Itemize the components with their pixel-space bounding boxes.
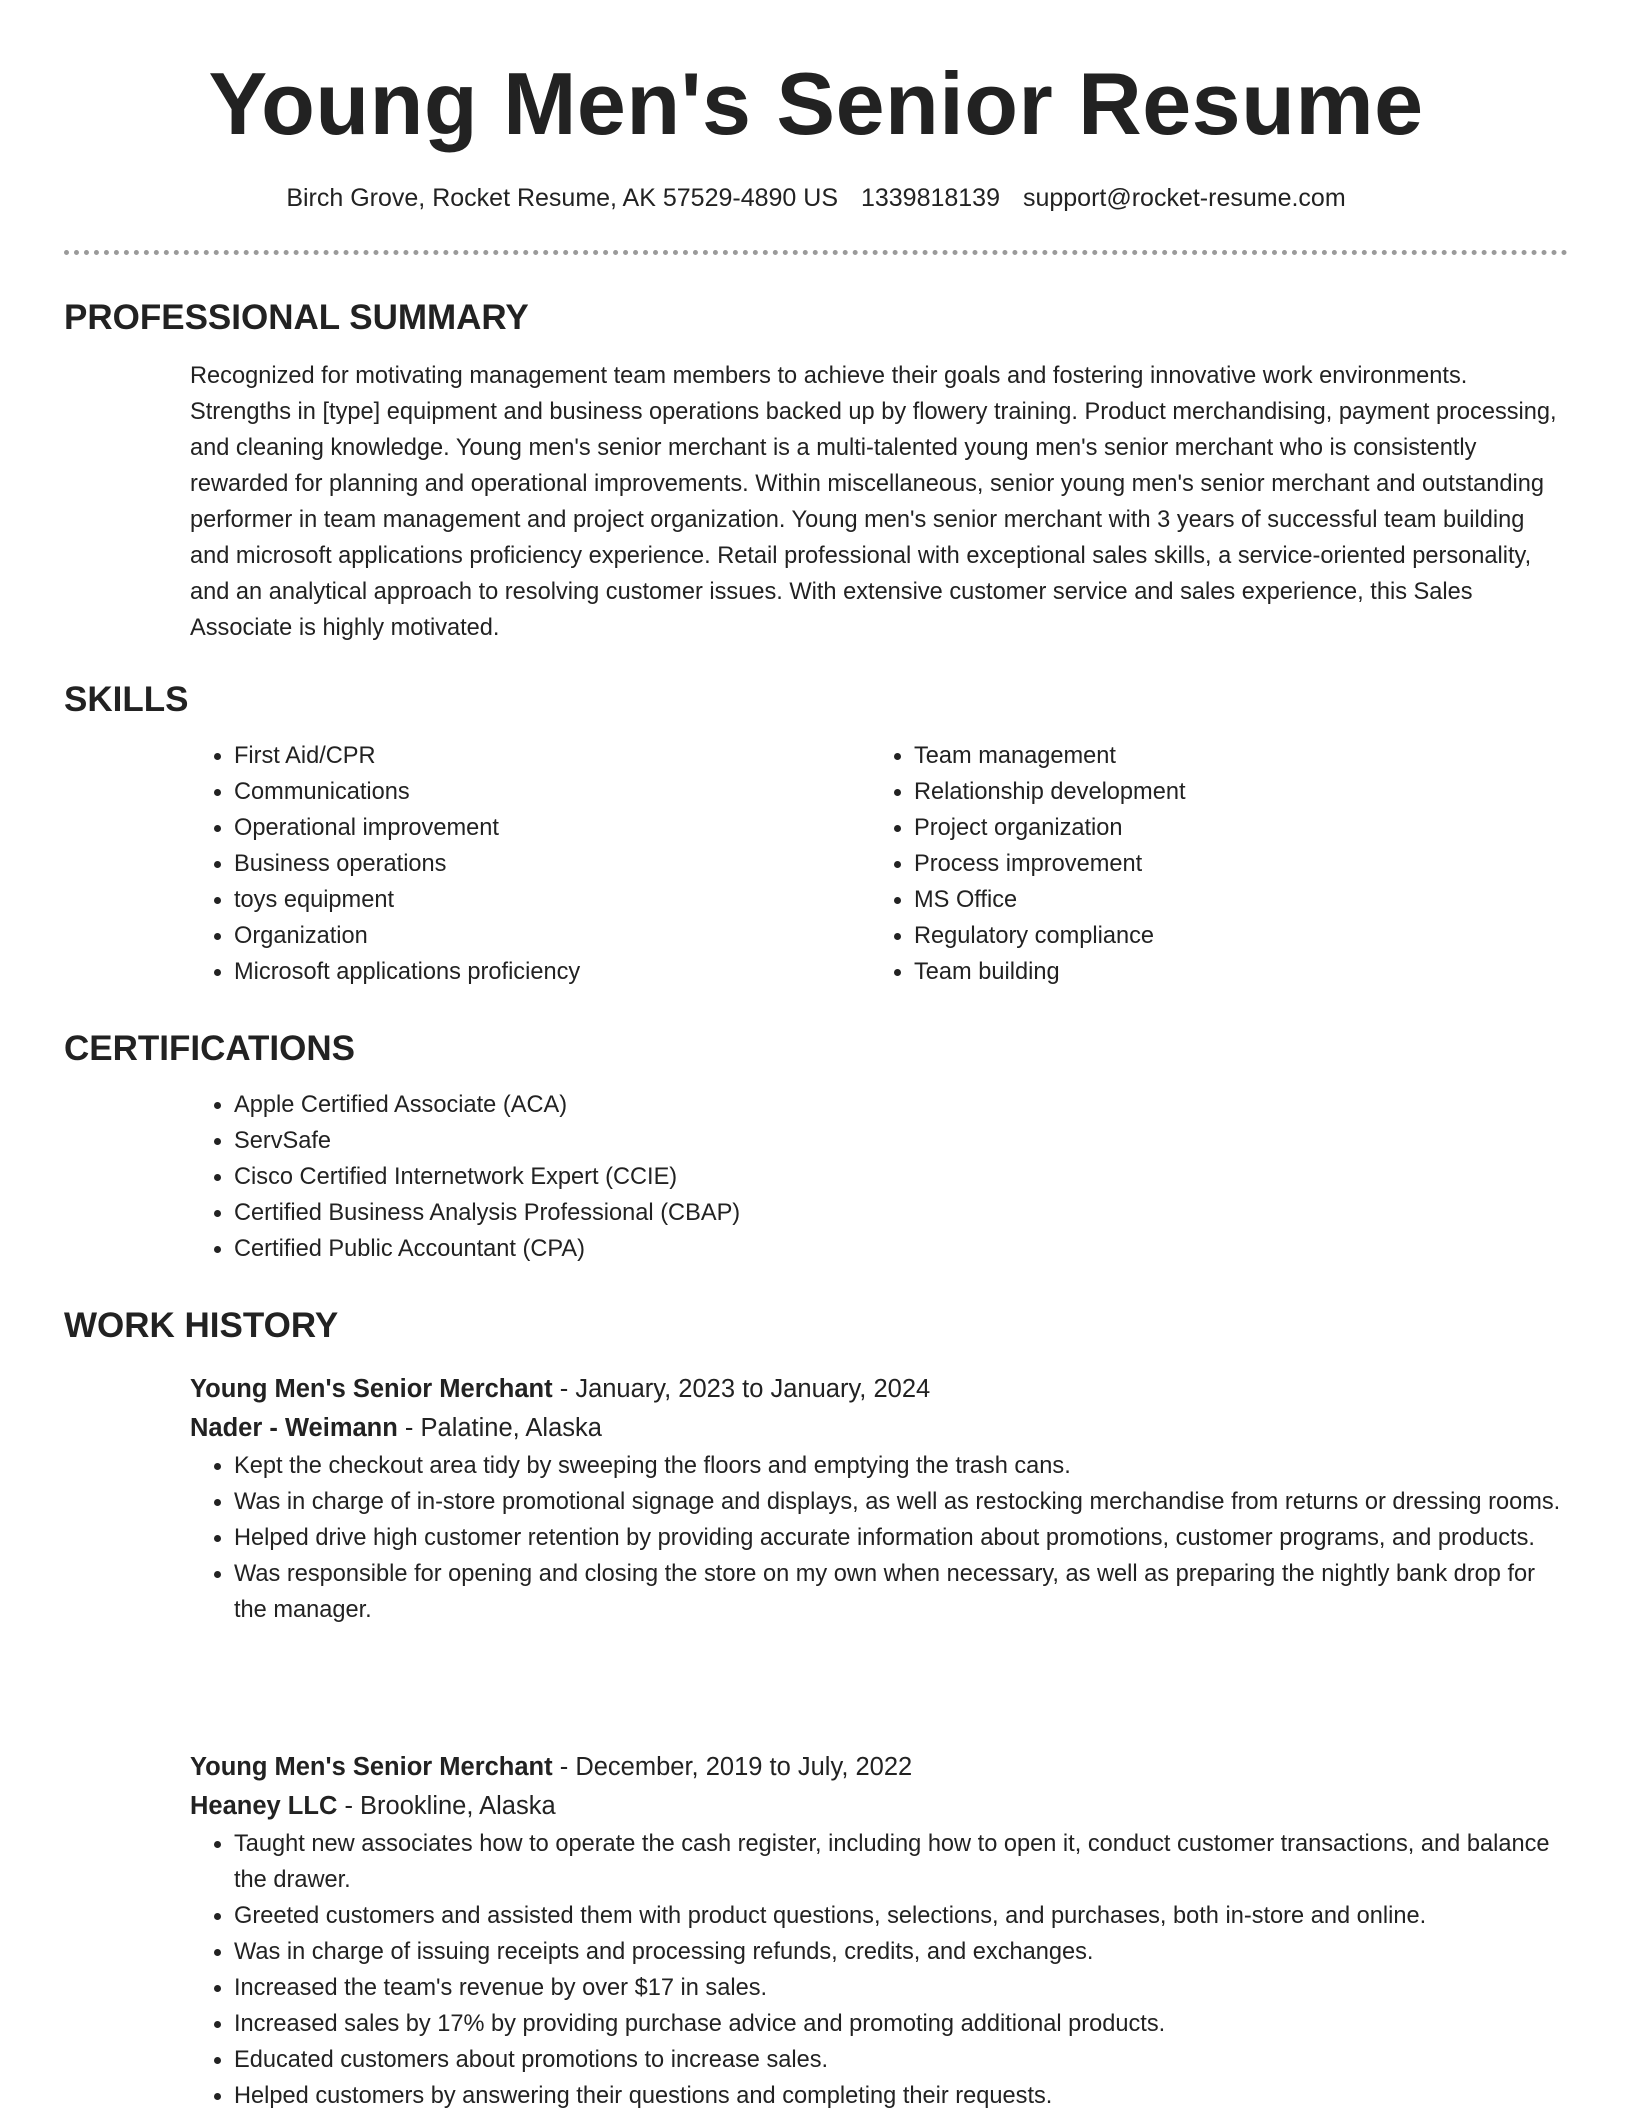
work-history-section [64, 1304, 1568, 1348]
job-role: Young Men's Senior Merchant [190, 1375, 553, 1403]
contact-email: support@rocket-resume.com [1022, 184, 1346, 212]
job-duty: • Helped customers by answering their questions and completing their requests. [234, 2078, 1568, 2114]
job-details [190, 1370, 1568, 1628]
job-details [190, 1748, 1568, 2114]
certifications-list-wrap [190, 1087, 1568, 1267]
skill-item: • Microsoft applications proficiency [234, 954, 870, 990]
header-divider [64, 250, 1568, 255]
job-title-line: Young Men's Senior Merchant - December, 2019 to July, 2022 [190, 1753, 913, 1781]
skills-left-list [190, 738, 870, 990]
certifications-title: CERTIFICATIONS [64, 1029, 356, 1068]
job-company-line: Heaney LLC - Brookline, Alaska [190, 1792, 556, 1820]
job-dates: December, 2019 to July, 2022 [575, 1753, 913, 1781]
skills-title: SKILLS [64, 680, 189, 719]
skill-item: • Communications [234, 774, 870, 810]
certification-item: • Certified Public Accountant (CPA) [234, 1231, 1568, 1267]
job-duty: • Greeted customers and assisted them with product questions, selections, and purchases, both in-store and online. [234, 1898, 1568, 1934]
summary-section [64, 296, 1568, 646]
job-title-line: Young Men's Senior Merchant - January, 2023 to January, 2024 [190, 1375, 931, 1403]
certification-item: • Certified Business Analysis Professional (CBAP) [234, 1195, 1568, 1231]
skills-columns [190, 738, 1568, 990]
skill-item: • Team building [914, 954, 1550, 990]
job-company-line: Nader - Weimann - Palatine, Alaska [190, 1414, 602, 1442]
skill-item: • Process improvement [914, 846, 1550, 882]
summary-text: Recognized for motivating management team members to achieve their goals and fostering innovative work environments. Strengths in [type] equipment and business operations backed up by flowery training. Product merchandising, payment processing, and cleaning knowledge. Young men's senior merchant is a multi-talented young men's senior merchant who is consistently rewarded for planning and operational improvements. Within miscellaneous, senior young men's senior merchant and outstanding performer in team management and project organization. Young men's senior merchant with 3 years of successful team building and microsoft applications proficiency experience. Retail professional with exceptional sales skills, a service-oriented personality, and an analytical approach to resolving customer issues. With extensive customer service and sales experience, this Sales Associate is highly motivated. [190, 363, 1557, 641]
skill-item: • toys equipment [234, 882, 870, 918]
job-duty: • Increased sales by 17% by providing purchase advice and promoting additional products. [234, 2006, 1568, 2042]
job-duty: • Taught new associates how to operate the cash register, including how to open it, conduct customer transactions, and balance the drawer. [234, 1826, 1568, 1898]
skills-right-list [870, 738, 1550, 990]
skill-item: • Operational improvement [234, 810, 870, 846]
skill-item: • Team management [914, 738, 1550, 774]
skills-right-column [870, 738, 1550, 990]
job-entry [64, 1370, 1568, 1628]
job-duty: • Was in charge of in-store promotional signage and displays, as well as restocking merchandise from returns or dressing rooms. [234, 1484, 1568, 1520]
contact-line [0, 180, 1632, 216]
job-duty: • Was in charge of issuing receipts and processing refunds, credits, and exchanges. [234, 1934, 1568, 1970]
resume-name: Young Men's Senior Resume [208, 54, 1424, 153]
job-entry [64, 1748, 1568, 2114]
skill-item: • Regulatory compliance [914, 918, 1550, 954]
skill-item: • Relationship development [914, 774, 1550, 810]
job-location: Palatine, Alaska [420, 1414, 602, 1442]
job-duty: • Increased the team's revenue by over $17 in sales. [234, 1970, 1568, 2006]
contact-address: Birch Grove, Rocket Resume, AK 57529-4890 US [286, 184, 838, 212]
certification-item: • ServSafe [234, 1123, 1568, 1159]
job-company: Nader - Weimann [190, 1414, 398, 1442]
skill-item: • Project organization [914, 810, 1550, 846]
skill-item: • First Aid/CPR [234, 738, 870, 774]
summary-title: PROFESSIONAL SUMMARY [64, 298, 529, 337]
job-location: Brookline, Alaska [360, 1792, 556, 1820]
certification-item: • Apple Certified Associate (ACA) [234, 1087, 1568, 1123]
skills-left-column [190, 738, 870, 990]
certification-item: • Cisco Certified Internetwork Expert (CCIE) [234, 1159, 1568, 1195]
certifications-list [190, 1087, 1568, 1267]
job-duty: • Kept the checkout area tidy by sweeping the floors and emptying the trash cans. [234, 1448, 1568, 1484]
job-duties-list [190, 1448, 1568, 1628]
work-history-title: WORK HISTORY [64, 1306, 339, 1345]
job-duty: • Was responsible for opening and closing the store on my own when necessary, as well as preparing the nightly bank drop for the manager. [234, 1556, 1568, 1628]
skill-item: • Business operations [234, 846, 870, 882]
job-duty: • Educated customers about promotions to increase sales. [234, 2042, 1568, 2078]
skill-item: • Organization [234, 918, 870, 954]
job-duties-list [190, 1826, 1568, 2114]
skills-section [64, 678, 1568, 990]
contact-phone: 1339818139 [860, 184, 1000, 212]
job-duty: • Helped drive high customer retention by providing accurate information about promotions, customer programs, and products. [234, 1520, 1568, 1556]
job-role: Young Men's Senior Merchant [190, 1753, 553, 1781]
job-dates: January, 2023 to January, 2024 [575, 1375, 931, 1403]
job-company: Heaney LLC [190, 1792, 338, 1820]
skill-item: • MS Office [914, 882, 1550, 918]
certifications-section [64, 1027, 1568, 1267]
